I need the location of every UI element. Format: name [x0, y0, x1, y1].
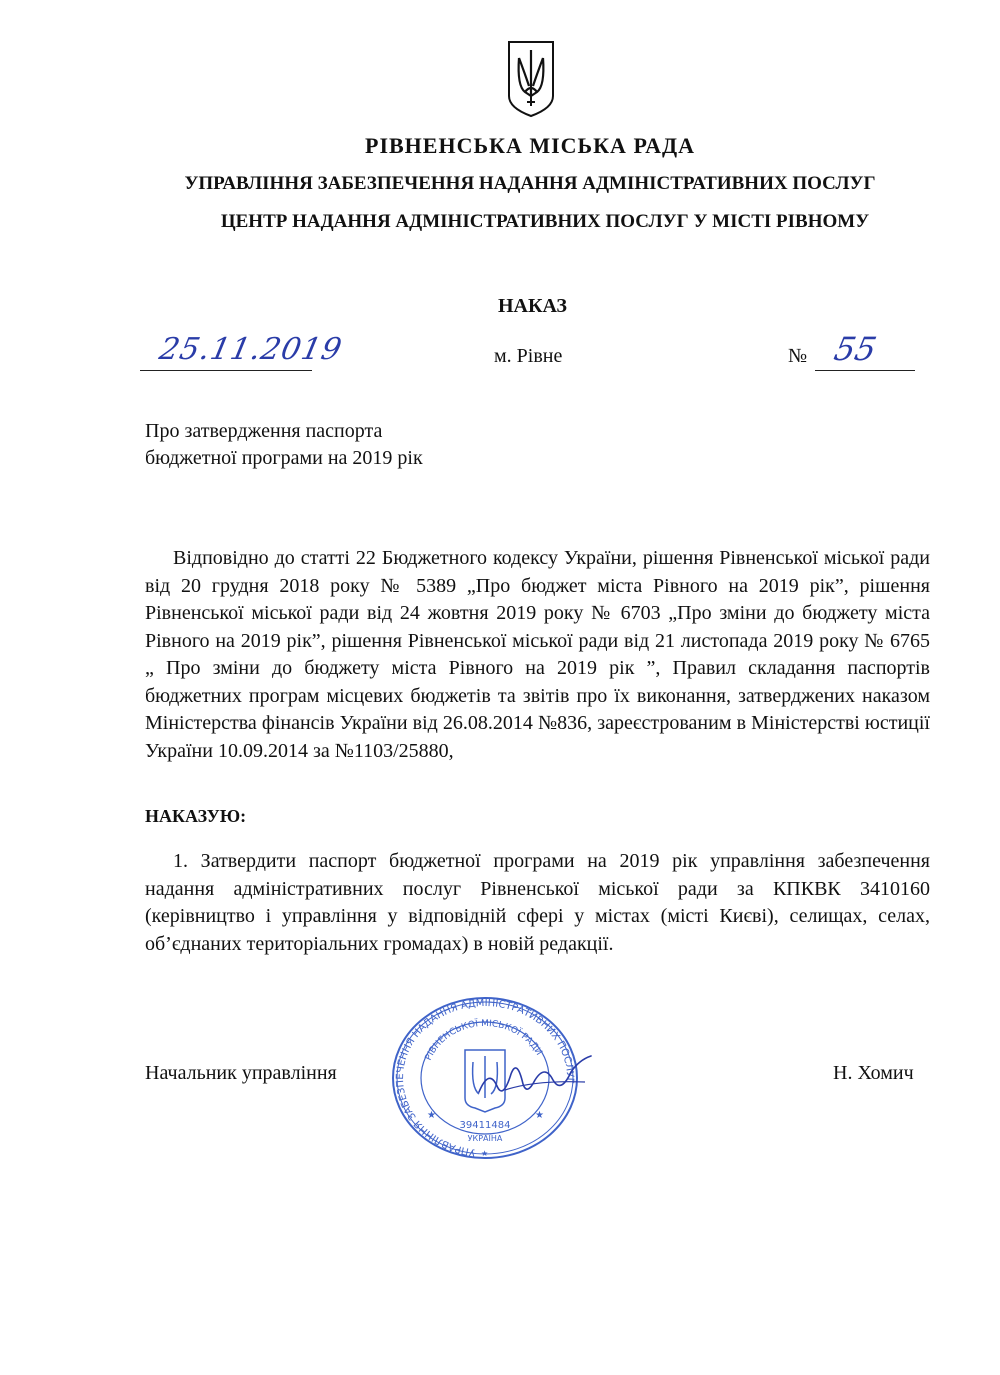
- order-word: НАКАЗУЮ:: [145, 806, 247, 826]
- order-title: НАКАЗ: [497, 295, 567, 317]
- signatory-name: Н. Хомич: [833, 1062, 914, 1084]
- svg-text:УКРАЇНА: УКРАЇНА: [467, 1134, 503, 1143]
- svg-text:РІВНЕНСЬКОЇ МІСЬКОЇ РАДИ: РІВНЕНСЬКОЇ МІСЬКОЇ РАДИ: [423, 1018, 544, 1063]
- svg-text:39411484: 39411484: [459, 1120, 511, 1131]
- order-number: 55: [830, 330, 880, 368]
- order-subject: [145, 418, 423, 472]
- svg-text:УПРАВЛІННЯ ЗАБЕЗПЕЧЕННЯ НАДАНН: УПРАВЛІННЯ ЗАБЕЗПЕЧЕННЯ НАДАННЯ АДМІНІСТРАТИВНИХ ПОСЛУГ: [394, 997, 576, 1158]
- council-heading: РІВНЕНСЬКА МІСЬКА РАДА: [365, 133, 695, 158]
- number-underline: [815, 370, 915, 371]
- handwritten-signature-icon: [475, 1050, 595, 1110]
- order-item-1: 1. Затвердити паспорт бюджетної програми на 2019 рік управління забезпечення надання адміністративних послуг Рівненської міської ради за КПКВК 3410160 (керівництво і управління у відповідній сфері у містах (місті Києві), селищах, селах, об’єднаних територіальних громадах) в новій редакції.: [145, 850, 930, 955]
- subject-line-1: Про затвердження паспорта: [145, 420, 383, 442]
- department-heading: УПРАВЛІННЯ ЗАБЕЗПЕЧЕННЯ НАДАННЯ АДМІНІСТРАТИВНИХ ПОСЛУГ: [184, 173, 876, 194]
- subject-line-2: бюджетної програми на 2019 рік: [145, 447, 423, 469]
- order-number-label: №: [788, 345, 808, 367]
- date-underline: [140, 370, 312, 371]
- order-city: м. Рівне: [494, 345, 563, 367]
- trident-emblem-icon: [505, 38, 557, 118]
- preamble-paragraph: Відповідно до статті 22 Бюджетного кодексу України, рішення Рівненської міської ради від 20 грудня 2018 року № 5389 „Про бюджет міста Рівного на 2019 рік”, рішення Рівненської міської ради від 24 жовтня 2019 року № 6703 „Про зміни до бюджету міста Рівного на 2019 рік”, рішення Рівненської міської ради від 21 листопада 2019 року № 6765 „ Про зміни до бюджету міста Рівного на 2019 рік ”, Правил складання паспортів бюджетних програм місцевих бюджетів та звітів про їх виконання, затверджених наказом Міністерства фінансів України від 26.08.2014 №836, зареєстрованим в Міністерстві юстиції України 10.09.2014 за №1103/25880,: [145, 547, 930, 762]
- svg-text:★: ★: [481, 1149, 489, 1158]
- svg-text:★: ★: [427, 1110, 436, 1121]
- signatory-role: Начальник управління: [145, 1062, 337, 1084]
- order-date: 25.11.2019: [156, 332, 346, 367]
- center-heading: ЦЕНТР НАДАННЯ АДМІНІСТРАТИВНИХ ПОСЛУГ У МІСТІ РІВНОМУ: [220, 211, 870, 232]
- svg-text:★: ★: [535, 1110, 544, 1121]
